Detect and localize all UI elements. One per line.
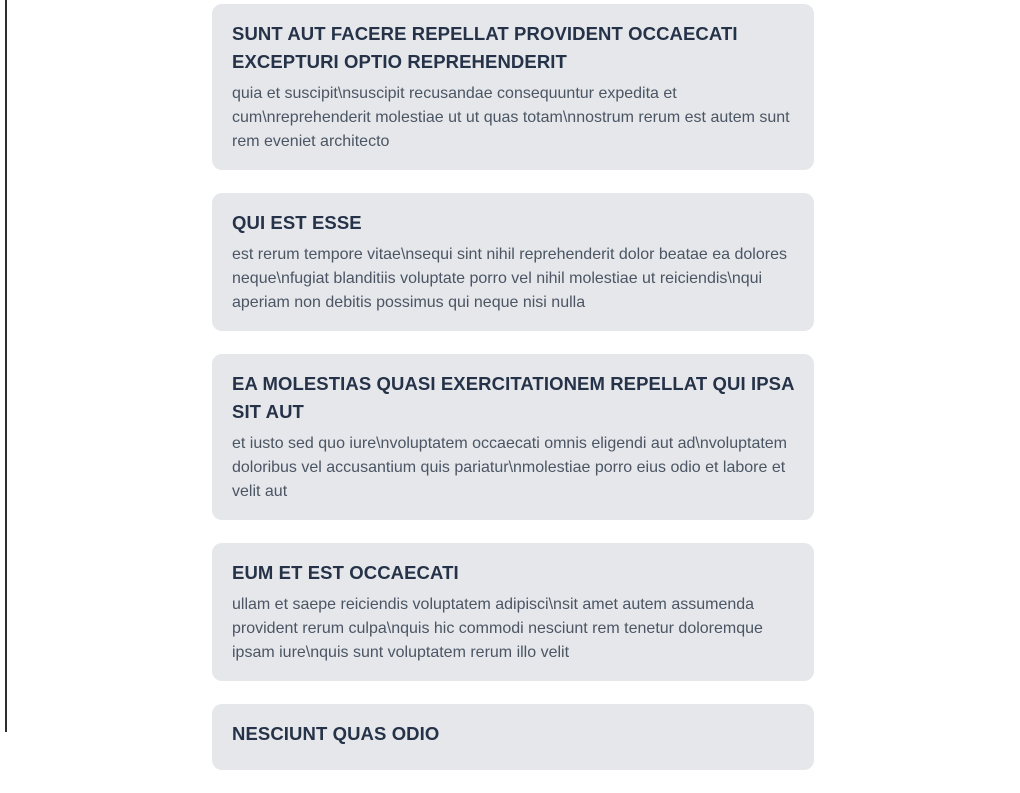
post-title: QUI EST ESSE (232, 212, 362, 233)
post-title: EA MOLESTIAS QUASI EXERCITATIONEM REPELLAT QUI IPSA SIT AUT (232, 373, 794, 422)
post-card (212, 543, 814, 681)
post-body: est rerum tempore vitae\nsequi sint nihil reprehenderit dolor beatae ea dolores neque\nfugiat blanditiis voluptate porro vel nihil molestiae ut reiciendis\nqui aperiam non debitis possimus qui neque nisi nulla (232, 246, 787, 311)
post-body: quia et suscipit\nsuscipit recusandae consequuntur expedita et cum\nreprehenderit molestiae ut ut quas totam\nnostrum rerum est autem sunt rem eveniet architecto (232, 85, 790, 150)
post-card (212, 354, 814, 520)
post-title: EUM ET EST OCCAECATI (232, 562, 459, 583)
post-body: et iusto sed quo iure\nvoluptatem occaecati omnis eligendi aut ad\nvoluptatem doloribus vel accusantium quis pariatur\nmolestiae porro eius odio et labore et velit aut (232, 435, 788, 500)
window-edge-line (5, 0, 7, 732)
post-title: NESCIUNT QUAS ODIO (232, 723, 440, 744)
post-card (212, 193, 814, 331)
post-title: SUNT AUT FACERE REPELLAT PROVIDENT OCCAECATI EXCEPTURI OPTIO REPREHENDERIT (232, 23, 738, 72)
post-card (212, 704, 814, 770)
post-card (212, 4, 814, 170)
post-body: ullam et saepe reiciendis voluptatem adipisci\nsit amet autem assumenda provident rerum culpa\nquis hic commodi nesciunt rem tenetur doloremque ipsam iure\nquis sunt voluptatem rerum illo velit (232, 596, 763, 661)
posts-feed (212, 0, 814, 793)
